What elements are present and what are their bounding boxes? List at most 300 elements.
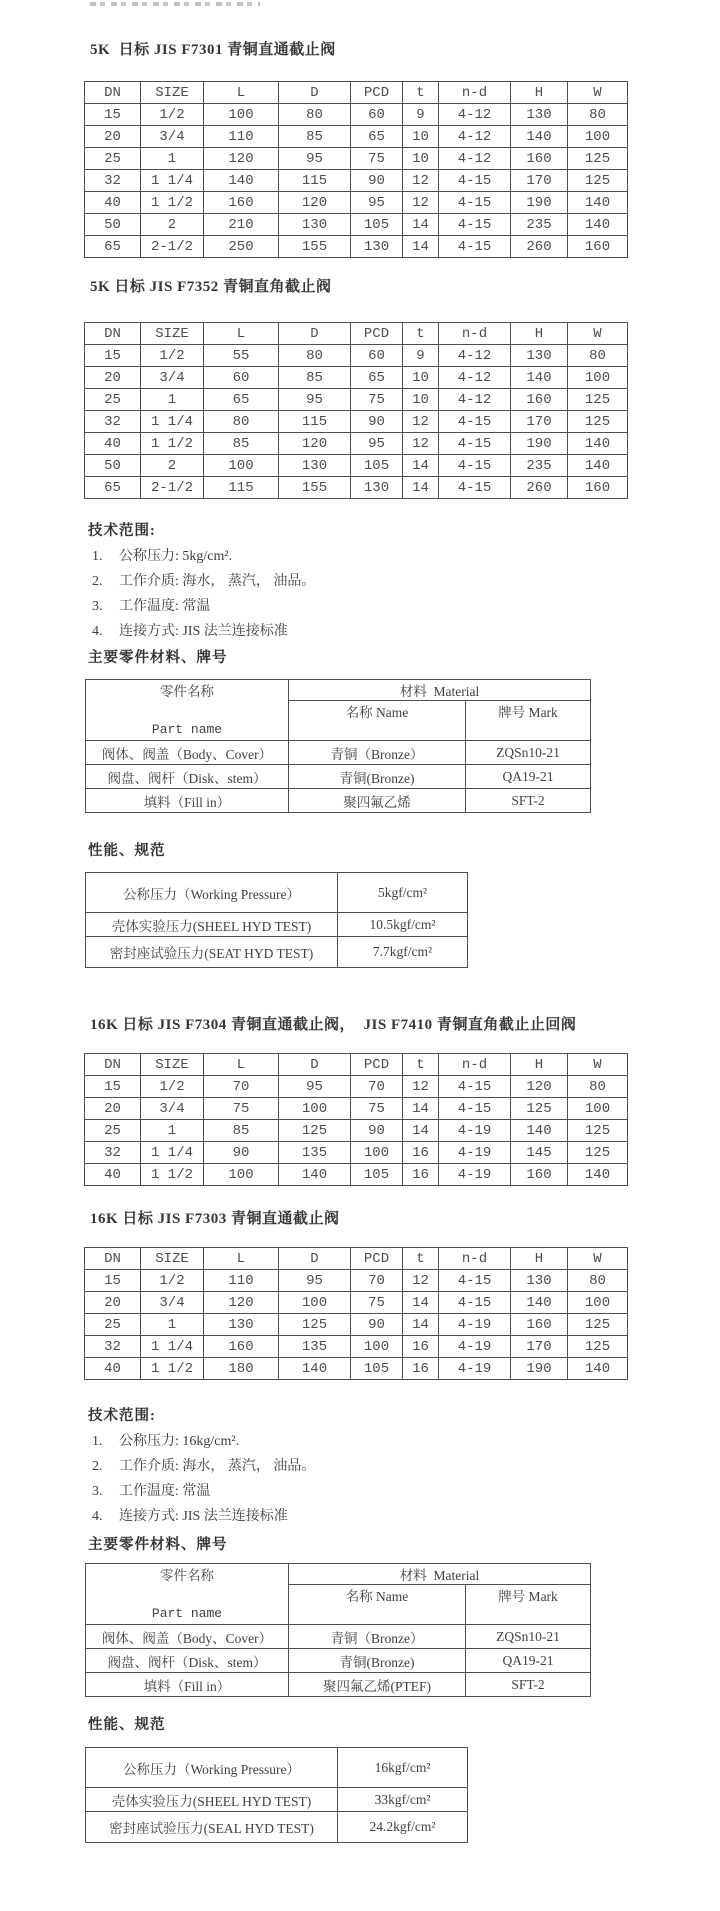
table-cell: 青铜（Bronze） bbox=[289, 1625, 466, 1649]
column-header: SIZE bbox=[141, 82, 204, 104]
table-cell: 100 bbox=[568, 126, 628, 148]
performance-table-16k bbox=[85, 1747, 468, 1843]
table-cell: 32 bbox=[85, 411, 141, 433]
table-cell: 4-12 bbox=[439, 148, 511, 170]
valve-title-16k-f7303: 16K 日标 JIS F7303 青铜直通截止阀 bbox=[90, 1211, 340, 1227]
table-cell: 75 bbox=[351, 148, 403, 170]
table-cell: 10 bbox=[403, 389, 439, 411]
table-cell: 70 bbox=[351, 1076, 403, 1098]
table-cell: 85 bbox=[279, 367, 351, 389]
table-cell: 130 bbox=[511, 104, 568, 126]
table-cell: 140 bbox=[568, 1164, 628, 1186]
performance-heading: 性能、规范 bbox=[88, 1717, 166, 1733]
table-cell: 3/4 bbox=[141, 367, 204, 389]
table-cell: 105 bbox=[351, 1358, 403, 1380]
column-header: PCD bbox=[351, 82, 403, 104]
table-cell: 190 bbox=[511, 433, 568, 455]
column-header: t bbox=[403, 1248, 439, 1270]
table-cell: 60 bbox=[351, 104, 403, 126]
table-cell: 1 1/2 bbox=[141, 1164, 204, 1186]
column-header: DN bbox=[85, 323, 141, 345]
tech-item-number: 1. bbox=[92, 1434, 103, 1449]
table-cell: 85 bbox=[204, 433, 279, 455]
table-cell: SFT-2 bbox=[466, 789, 591, 813]
table-cell: 阀体、阀盖（Body、Cover） bbox=[86, 1625, 289, 1649]
table-row bbox=[85, 236, 628, 258]
table-row bbox=[85, 192, 628, 214]
table-cell: 100 bbox=[568, 367, 628, 389]
table-cell: 100 bbox=[204, 104, 279, 126]
dim-table-16k-f7304 bbox=[84, 1053, 628, 1186]
table-cell: 1 1/4 bbox=[141, 1142, 204, 1164]
table-cell: 3/4 bbox=[141, 1292, 204, 1314]
table-cell: 1 bbox=[141, 389, 204, 411]
column-header: DN bbox=[85, 1054, 141, 1076]
table-cell: 2 bbox=[141, 214, 204, 236]
part-name-en: Part name bbox=[151, 722, 223, 737]
table-cell: 130 bbox=[351, 236, 403, 258]
table-cell: 75 bbox=[351, 1098, 403, 1120]
cutoff-text-fragment bbox=[0, 0, 720, 8]
table-cell: 14 bbox=[403, 1292, 439, 1314]
table-cell: 95 bbox=[279, 1076, 351, 1098]
table-cell: 1 1/2 bbox=[141, 192, 204, 214]
table-cell: 12 bbox=[403, 1270, 439, 1292]
column-header: H bbox=[511, 1054, 568, 1076]
column-header: n-d bbox=[439, 1054, 511, 1076]
table-cell: 15 bbox=[85, 1076, 141, 1098]
table-cell: 160 bbox=[511, 1164, 568, 1186]
table-cell: 120 bbox=[279, 433, 351, 455]
table-cell: 95 bbox=[351, 433, 403, 455]
table-row bbox=[85, 411, 628, 433]
table-cell: 130 bbox=[279, 214, 351, 236]
table-cell: 125 bbox=[568, 148, 628, 170]
table-cell: 密封座试验压力(SEAL HYD TEST) bbox=[86, 1812, 338, 1843]
table-cell: 1 bbox=[141, 1120, 204, 1142]
table-cell: 1 1/2 bbox=[141, 1358, 204, 1380]
table-cell: 12 bbox=[403, 1076, 439, 1098]
table-cell: 4-15 bbox=[439, 1292, 511, 1314]
column-header: DN bbox=[85, 1248, 141, 1270]
table-row bbox=[86, 1748, 468, 1788]
table-cell: 4-15 bbox=[439, 477, 511, 499]
table-cell: 100 bbox=[568, 1292, 628, 1314]
table-cell: SFT-2 bbox=[466, 1673, 591, 1697]
column-header: D bbox=[279, 82, 351, 104]
table-cell: 210 bbox=[204, 214, 279, 236]
material-header: 材料 Material bbox=[289, 680, 591, 701]
part-name-header-cell bbox=[86, 680, 289, 741]
dim-table-header-row bbox=[85, 82, 628, 104]
table-cell: 125 bbox=[568, 1336, 628, 1358]
table-cell: 12 bbox=[403, 192, 439, 214]
table-row bbox=[85, 1098, 628, 1120]
table-cell: 4-12 bbox=[439, 367, 511, 389]
table-row bbox=[86, 789, 591, 813]
table-cell: 125 bbox=[568, 1120, 628, 1142]
table-cell: 聚四氟乙烯(PTEF) bbox=[289, 1673, 466, 1697]
column-header: n-d bbox=[439, 82, 511, 104]
table-cell: QA19-21 bbox=[466, 1649, 591, 1673]
table-cell: 140 bbox=[279, 1164, 351, 1186]
table-cell: 4-15 bbox=[439, 1076, 511, 1098]
table-cell: 2-1/2 bbox=[141, 477, 204, 499]
table-cell: 40 bbox=[85, 1164, 141, 1186]
table-cell: 14 bbox=[403, 477, 439, 499]
table-cell: 120 bbox=[204, 1292, 279, 1314]
tech-item-text: 工作温度: 常温 bbox=[119, 1484, 211, 1499]
table-cell: 4-19 bbox=[439, 1164, 511, 1186]
table-cell: 4-19 bbox=[439, 1314, 511, 1336]
table-cell: 160 bbox=[511, 148, 568, 170]
table-cell: 4-15 bbox=[439, 433, 511, 455]
table-cell: 1 bbox=[141, 1314, 204, 1336]
table-cell: 2-1/2 bbox=[141, 236, 204, 258]
table-row bbox=[85, 1164, 628, 1186]
table-cell: 125 bbox=[568, 1314, 628, 1336]
materials-table-5k bbox=[85, 679, 591, 813]
table-cell: 4-15 bbox=[439, 411, 511, 433]
table-cell: 235 bbox=[511, 214, 568, 236]
tech-item bbox=[92, 1429, 720, 1454]
table-row bbox=[85, 104, 628, 126]
table-cell: 155 bbox=[279, 477, 351, 499]
table-cell: 4-19 bbox=[439, 1336, 511, 1358]
table-row bbox=[85, 148, 628, 170]
tech-item bbox=[92, 619, 720, 644]
table-cell: 100 bbox=[279, 1098, 351, 1120]
table-cell: 90 bbox=[351, 1314, 403, 1336]
column-header: PCD bbox=[351, 323, 403, 345]
dim-table-5k-f7352 bbox=[84, 322, 628, 499]
table-cell: 140 bbox=[511, 1120, 568, 1142]
table-cell: 140 bbox=[568, 192, 628, 214]
table-row bbox=[86, 1788, 468, 1812]
table-cell: 160 bbox=[511, 389, 568, 411]
tech-scope-heading: 技术范围: bbox=[88, 1408, 156, 1424]
tech-item-number: 1. bbox=[92, 549, 103, 564]
part-name-en: Part name bbox=[151, 1606, 223, 1621]
table-cell: 填料（Fill in） bbox=[86, 789, 289, 813]
tech-item bbox=[92, 1479, 720, 1504]
tech-item bbox=[92, 1454, 720, 1479]
valve-title-5k-f7301: 5K 日标 JIS F7301 青铜直通截止阀 bbox=[90, 42, 336, 58]
table-cell: 16 bbox=[403, 1164, 439, 1186]
table-row bbox=[85, 367, 628, 389]
table-cell: 25 bbox=[85, 389, 141, 411]
table-cell: 140 bbox=[279, 1358, 351, 1380]
material-header: 材料 Material bbox=[289, 1564, 591, 1585]
table-cell: 85 bbox=[204, 1120, 279, 1142]
table-cell: 16 bbox=[403, 1142, 439, 1164]
table-cell: 140 bbox=[511, 367, 568, 389]
table-cell: 青铜(Bronze) bbox=[289, 1649, 466, 1673]
table-cell: 65 bbox=[351, 126, 403, 148]
table-row bbox=[85, 1358, 628, 1380]
table-cell: 105 bbox=[351, 214, 403, 236]
tech-item bbox=[92, 594, 720, 619]
table-cell: 95 bbox=[351, 192, 403, 214]
table-cell: 14 bbox=[403, 455, 439, 477]
table-cell: 25 bbox=[85, 1314, 141, 1336]
table-cell: 135 bbox=[279, 1336, 351, 1358]
table-cell: 40 bbox=[85, 192, 141, 214]
column-header: H bbox=[511, 1248, 568, 1270]
column-header: L bbox=[204, 323, 279, 345]
table-cell: 32 bbox=[85, 1336, 141, 1358]
column-header: D bbox=[279, 323, 351, 345]
dim-table-16k-f7303 bbox=[84, 1247, 628, 1380]
table-cell: 125 bbox=[568, 1142, 628, 1164]
table-row bbox=[86, 1673, 591, 1697]
table-cell: 4-19 bbox=[439, 1358, 511, 1380]
table-cell: 40 bbox=[85, 1358, 141, 1380]
table-row bbox=[86, 873, 468, 913]
table-row bbox=[86, 765, 591, 789]
table-cell: 10.5kgf/cm² bbox=[338, 913, 468, 937]
table-cell: 100 bbox=[204, 1164, 279, 1186]
table-cell: 33kgf/cm² bbox=[338, 1788, 468, 1812]
mark-header: 牌号 Mark bbox=[466, 1585, 591, 1625]
table-row bbox=[86, 1649, 591, 1673]
column-header: L bbox=[204, 1054, 279, 1076]
mark-header: 牌号 Mark bbox=[466, 701, 591, 741]
table-cell: 12 bbox=[403, 170, 439, 192]
table-cell: 1 1/4 bbox=[141, 1336, 204, 1358]
table-cell: 260 bbox=[511, 236, 568, 258]
table-cell: 110 bbox=[204, 126, 279, 148]
table-cell: 60 bbox=[204, 367, 279, 389]
column-header: W bbox=[568, 323, 628, 345]
table-cell: 4-12 bbox=[439, 126, 511, 148]
table-cell: QA19-21 bbox=[466, 765, 591, 789]
table-cell: 60 bbox=[351, 345, 403, 367]
table-cell: 125 bbox=[511, 1098, 568, 1120]
table-cell: 16 bbox=[403, 1336, 439, 1358]
table-cell: 135 bbox=[279, 1142, 351, 1164]
table-cell: 110 bbox=[204, 1270, 279, 1292]
table-row bbox=[85, 214, 628, 236]
dim-table-header-row bbox=[85, 1054, 628, 1076]
table-row bbox=[85, 433, 628, 455]
table-cell: 20 bbox=[85, 126, 141, 148]
table-cell: 95 bbox=[279, 1270, 351, 1292]
tech-item-text: 工作温度: 常温 bbox=[119, 599, 211, 614]
table-row bbox=[86, 1812, 468, 1843]
table-cell: 3/4 bbox=[141, 126, 204, 148]
table-row bbox=[85, 170, 628, 192]
tech-scope-list bbox=[92, 544, 720, 644]
tech-item-number: 3. bbox=[92, 599, 103, 614]
column-header: n-d bbox=[439, 1248, 511, 1270]
table-cell: 1 1/2 bbox=[141, 433, 204, 455]
table-cell: 4-12 bbox=[439, 389, 511, 411]
table-cell: 140 bbox=[568, 455, 628, 477]
table-row bbox=[85, 389, 628, 411]
name-header: 名称 Name bbox=[289, 701, 466, 741]
table-row bbox=[86, 913, 468, 937]
table-cell: 140 bbox=[568, 433, 628, 455]
table-cell: 130 bbox=[351, 477, 403, 499]
table-cell: 5kgf/cm² bbox=[338, 873, 468, 913]
table-cell: 115 bbox=[279, 411, 351, 433]
table-cell: 14 bbox=[403, 214, 439, 236]
table-cell: 90 bbox=[351, 170, 403, 192]
table-row bbox=[85, 1270, 628, 1292]
table-cell: 120 bbox=[279, 192, 351, 214]
tech-item-number: 4. bbox=[92, 624, 103, 639]
table-cell: 3/4 bbox=[141, 1098, 204, 1120]
table-cell: 14 bbox=[403, 236, 439, 258]
table-cell: 阀盘、阀杆（Disk、stem） bbox=[86, 765, 289, 789]
table-cell: 120 bbox=[204, 148, 279, 170]
performance-heading: 性能、规范 bbox=[88, 843, 166, 859]
table-cell: 90 bbox=[204, 1142, 279, 1164]
tech-item-text: 公称压力: 5kg/cm². bbox=[119, 549, 233, 564]
table-cell: 170 bbox=[511, 170, 568, 192]
table-cell: 170 bbox=[511, 1336, 568, 1358]
tech-item-number: 3. bbox=[92, 1484, 103, 1499]
materials-header-row bbox=[86, 1564, 591, 1585]
table-cell: 55 bbox=[204, 345, 279, 367]
table-row bbox=[86, 1625, 591, 1649]
tech-item-number: 4. bbox=[92, 1509, 103, 1524]
tech-item-number: 2. bbox=[92, 574, 103, 589]
tech-scope-heading: 技术范围: bbox=[88, 523, 156, 539]
table-row bbox=[86, 937, 468, 968]
table-cell: 10 bbox=[403, 148, 439, 170]
tech-item bbox=[92, 544, 720, 569]
table-row bbox=[85, 126, 628, 148]
table-cell: 75 bbox=[351, 389, 403, 411]
table-cell: 9 bbox=[403, 345, 439, 367]
table-cell: 160 bbox=[511, 1314, 568, 1336]
table-cell: 115 bbox=[279, 170, 351, 192]
tech-scope-list bbox=[92, 1429, 720, 1529]
column-header: H bbox=[511, 82, 568, 104]
table-cell: 120 bbox=[511, 1076, 568, 1098]
materials-table-16k bbox=[85, 1563, 591, 1697]
table-cell: 10 bbox=[403, 367, 439, 389]
table-cell: 80 bbox=[204, 411, 279, 433]
table-cell: 70 bbox=[204, 1076, 279, 1098]
table-cell: 140 bbox=[204, 170, 279, 192]
table-cell: 公称压力（Working Pressure） bbox=[86, 1748, 338, 1788]
dim-table-header-row bbox=[85, 323, 628, 345]
table-cell: 80 bbox=[568, 1076, 628, 1098]
tech-item bbox=[92, 569, 720, 594]
table-cell: 130 bbox=[204, 1314, 279, 1336]
table-cell: 24.2kgf/cm² bbox=[338, 1812, 468, 1843]
table-cell: 壳体实验压力(SHEEL HYD TEST) bbox=[86, 913, 338, 937]
table-cell: 80 bbox=[568, 104, 628, 126]
table-cell: 填料（Fill in） bbox=[86, 1673, 289, 1697]
table-cell: 130 bbox=[279, 455, 351, 477]
table-cell: 1 1/4 bbox=[141, 170, 204, 192]
table-cell: 2 bbox=[141, 455, 204, 477]
table-cell: 50 bbox=[85, 214, 141, 236]
table-cell: 公称压力（Working Pressure） bbox=[86, 873, 338, 913]
table-cell: 80 bbox=[568, 345, 628, 367]
table-cell: 90 bbox=[351, 411, 403, 433]
table-cell: 95 bbox=[279, 389, 351, 411]
table-cell: 100 bbox=[568, 1098, 628, 1120]
column-header: SIZE bbox=[141, 323, 204, 345]
table-cell: 4-19 bbox=[439, 1120, 511, 1142]
table-cell: 80 bbox=[279, 104, 351, 126]
table-cell: 65 bbox=[351, 367, 403, 389]
table-cell: 1 1/4 bbox=[141, 411, 204, 433]
table-cell: 4-12 bbox=[439, 345, 511, 367]
table-cell: 140 bbox=[511, 126, 568, 148]
table-cell: 阀体、阀盖（Body、Cover） bbox=[86, 741, 289, 765]
table-cell: 4-15 bbox=[439, 1270, 511, 1292]
table-cell: ZQSn10-21 bbox=[466, 1625, 591, 1649]
table-cell: 95 bbox=[279, 148, 351, 170]
table-cell: 12 bbox=[403, 433, 439, 455]
table-cell: 青铜（Bronze） bbox=[289, 741, 466, 765]
valve-title-5k-f7352: 5K 日标 JIS F7352 青铜直角截止阀 bbox=[90, 279, 332, 295]
table-cell: 20 bbox=[85, 1292, 141, 1314]
table-cell: 密封座试验压力(SEAT HYD TEST) bbox=[86, 937, 338, 968]
table-row bbox=[85, 345, 628, 367]
table-cell: 155 bbox=[279, 236, 351, 258]
column-header: D bbox=[279, 1248, 351, 1270]
name-header: 名称 Name bbox=[289, 1585, 466, 1625]
table-cell: 16kgf/cm² bbox=[338, 1748, 468, 1788]
table-cell: 190 bbox=[511, 1358, 568, 1380]
tech-item-text: 连接方式: JIS 法兰连接标准 bbox=[119, 624, 288, 639]
materials-header-row bbox=[86, 680, 591, 701]
table-cell: 260 bbox=[511, 477, 568, 499]
table-cell: 50 bbox=[85, 455, 141, 477]
table-cell: 20 bbox=[85, 1098, 141, 1120]
column-header: SIZE bbox=[141, 1248, 204, 1270]
table-cell: 250 bbox=[204, 236, 279, 258]
table-cell: 4-15 bbox=[439, 236, 511, 258]
table-cell: 115 bbox=[204, 477, 279, 499]
part-name-cn: 零件名称 bbox=[160, 1568, 214, 1583]
table-cell: 105 bbox=[351, 1164, 403, 1186]
table-cell: 85 bbox=[279, 126, 351, 148]
table-cell: 25 bbox=[85, 1120, 141, 1142]
table-cell: 4-15 bbox=[439, 455, 511, 477]
table-cell: 32 bbox=[85, 170, 141, 192]
table-cell: 15 bbox=[85, 104, 141, 126]
table-cell: 9 bbox=[403, 104, 439, 126]
table-cell: 140 bbox=[568, 1358, 628, 1380]
table-cell: 130 bbox=[511, 1270, 568, 1292]
table-row bbox=[86, 741, 591, 765]
table-cell: 180 bbox=[204, 1358, 279, 1380]
table-cell: 4-19 bbox=[439, 1142, 511, 1164]
column-header: W bbox=[568, 1054, 628, 1076]
table-cell: 阀盘、阀杆（Disk、stem） bbox=[86, 1649, 289, 1673]
cutoff-text-marks bbox=[90, 2, 260, 6]
table-cell: 4-12 bbox=[439, 104, 511, 126]
dim-table-5k-f7301 bbox=[84, 81, 628, 258]
table-cell: 145 bbox=[511, 1142, 568, 1164]
column-header: H bbox=[511, 323, 568, 345]
table-row bbox=[85, 1314, 628, 1336]
part-name-cn: 零件名称 bbox=[160, 684, 214, 699]
table-cell: 4-15 bbox=[439, 192, 511, 214]
table-row bbox=[85, 1076, 628, 1098]
table-cell: 160 bbox=[204, 192, 279, 214]
table-cell: 70 bbox=[351, 1270, 403, 1292]
table-cell: 4-15 bbox=[439, 1098, 511, 1120]
